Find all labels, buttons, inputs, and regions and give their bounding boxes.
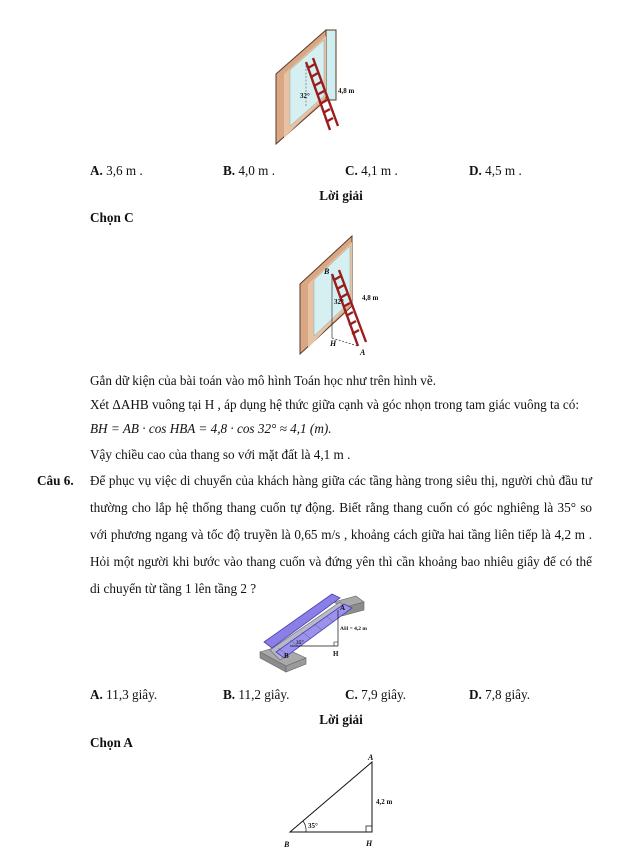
right-triangle-figure — [280, 753, 393, 854]
right-angle-mark — [366, 826, 372, 832]
fig3-point-h: H — [333, 650, 339, 658]
fig3-angle-label: 35° — [296, 640, 304, 646]
fig2-length-label: 4,8 m — [362, 294, 379, 302]
q5-solution-line-4: Vậy chiều cao của thang so với mặt đất là 4,1 m . — [90, 447, 351, 462]
q6-solution-heading: Lời giải — [319, 712, 363, 727]
q5-solution-line-3: BH = AB · cos HBA = 4,8 · cos 32° ≈ 4,1 (m). — [90, 421, 332, 436]
fig2-angle-label: 32° — [334, 298, 344, 306]
fig3-point-a: A — [340, 604, 346, 612]
q5-option-c[interactable]: C. 4,1 m . — [345, 163, 398, 178]
fig4-point-a: A — [368, 753, 374, 762]
q5-option-b[interactable]: B. 4,0 m . — [223, 163, 276, 178]
q6-answer: Chọn A — [90, 735, 133, 750]
q5-solution-heading: Lời giải — [319, 188, 363, 203]
fig4-point-h: H — [366, 839, 373, 848]
q5-solution-line-2: Xét ΔAHB vuông tại H , áp dụng hệ thức giữa cạnh và góc nhọn trong tam giác vuông ta có: — [90, 397, 579, 412]
fig2-point-b: B — [324, 267, 330, 276]
fig1-angle-label: 32° — [300, 92, 310, 100]
q6-option-a[interactable]: A. 11,3 giây. — [90, 687, 158, 702]
q5-option-d[interactable]: D. 4,5 m . — [469, 163, 522, 178]
fig4-length-label: 4,2 m — [376, 798, 393, 806]
q6-label: Câu 6. — [37, 473, 74, 488]
q5-answer: Chọn C — [90, 210, 134, 225]
wall-side-face — [326, 30, 336, 100]
ladder-wall-labeled-figure — [296, 234, 396, 360]
ladder-wall-figure — [268, 26, 358, 150]
q5-solution-line-1: Gắn dữ kiện của bài toán vào mô hình Toán học như trên hình vẽ. — [90, 373, 437, 388]
triangle-abh — [290, 762, 372, 832]
fig3-point-b: B — [284, 652, 289, 660]
angle-arc — [303, 821, 306, 832]
fig4-point-b: B — [284, 840, 290, 849]
fig1-length-label: 4,8 m — [338, 87, 355, 95]
fig4-angle-label: 35° — [308, 822, 318, 830]
q6-text: Để phục vụ việc di chuyển của khách hàng giữa các tầng hàng trong siêu thị, người chủ đầu tư thường cho lắp hệ thống thang cuốn tự động. Biết rằng thang cuốn có góc nghiêng là 35° so với phương ngang và tốc độ truyền là 0,65 m/s , khoảng cách giữa hai tầng liên tiếp là 4,2 m . Hỏi một người khi bước vào thang cuốn và đứng yên thì cần khoảng bao nhiêu giây để có thể di chuyển từ tầng 1 lên tầng 2 ? — [90, 473, 592, 596]
q6-option-b[interactable]: B. 11,2 giây. — [223, 687, 290, 702]
fig3-ah-label: AH = 4,2 m — [340, 626, 367, 632]
q6-option-d[interactable]: D. 7,8 giây. — [469, 687, 531, 702]
escalator-figure — [256, 588, 366, 680]
q5-option-a[interactable]: A. 3,6 m . — [90, 163, 143, 178]
q6-option-c[interactable]: C. 7,9 giây. — [345, 687, 407, 702]
fig2-point-h: H — [330, 339, 337, 348]
fig2-point-a: A — [360, 348, 366, 357]
